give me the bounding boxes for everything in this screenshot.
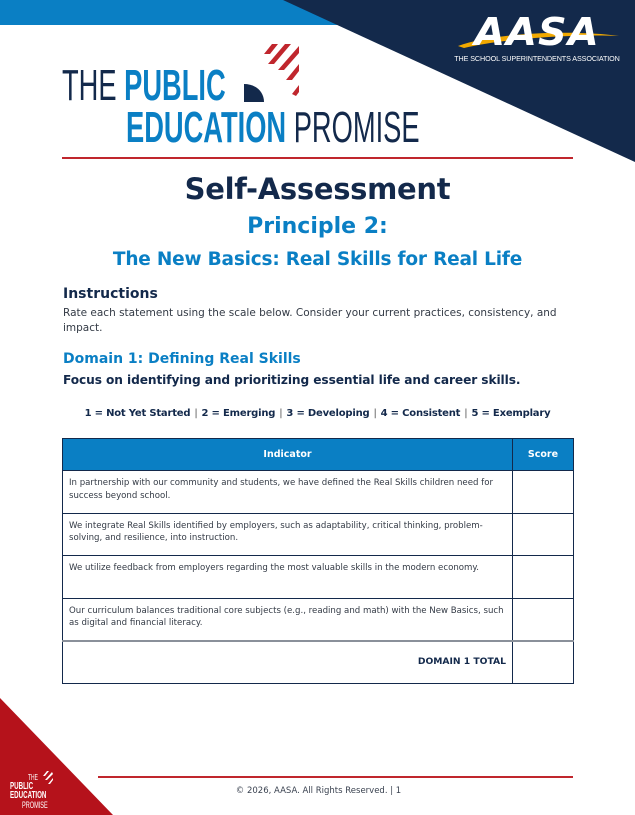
scale-separator: | [373, 408, 377, 419]
table-row [63, 598, 574, 641]
scale-item-5: 5 = Exemplary [471, 408, 551, 419]
flag-shield-icon [242, 40, 304, 106]
indicator-cell: In partnership with our community and students, we have defined the Real Skills children need for success beyond school. [63, 471, 513, 514]
indicator-cell: Our curriculum balances traditional core subjects (e.g., reading and math) with the New Basics, such as digital and financial literacy. [63, 598, 513, 641]
scale-item-2: 2 = Emerging [201, 408, 276, 419]
public-education-promise-logo [62, 40, 462, 150]
score-cell[interactable] [513, 556, 574, 599]
score-cell[interactable] [513, 598, 574, 641]
scale-item-3: 3 = Developing [286, 408, 370, 419]
assessment-table [62, 438, 574, 684]
logo-education: EDUCATION [126, 103, 287, 152]
mini-flag-icon [40, 771, 54, 787]
header-divider [62, 157, 573, 159]
page-title: Self-Assessment [184, 172, 451, 206]
instructions-heading: Instructions [63, 286, 158, 302]
logo-public: PUBLIC [124, 61, 226, 110]
indicator-cell: We integrate Real Skills identified by employers, such as adaptability, critical thinking, problem-solving, and resilience, into instruction. [63, 513, 513, 556]
logo-promise: PROMISE [286, 103, 420, 152]
mini-logo-public: PUBLIC [10, 781, 34, 792]
domain-heading: Domain 1: Defining Real Skills [63, 351, 301, 367]
domain-focus: Focus on identifying and prioritizing essential life and career skills. [63, 373, 521, 387]
aasa-logo [452, 12, 622, 68]
principle-subtitle: The New Basics: Real Skills for Real Life [112, 249, 523, 270]
mini-logo-the: THE [28, 773, 38, 782]
aasa-tagline: THE SCHOOL SUPERINTENDENTS ASSOCIATION [454, 54, 620, 63]
footer-divider [98, 776, 573, 778]
instructions-text: Rate each statement using the scale below. Consider your current practices, consistency, and impact. [63, 307, 557, 334]
mini-logo-education: EDUCATION [10, 790, 47, 801]
mini-program-logo [6, 773, 56, 813]
footer-copyright: © 2026, AASA. All Rights Reserved. | 1 [235, 786, 402, 796]
indicator-cell: We utilize feedback from employers regarding the most valuable skills in the modern economy. [63, 556, 513, 599]
table-row [63, 556, 574, 599]
table-total-row [63, 641, 574, 684]
domain-total-label: DOMAIN 1 TOTAL [63, 641, 513, 684]
score-cell[interactable] [513, 513, 574, 556]
table-row [63, 471, 574, 514]
scale-separator: | [279, 408, 283, 419]
scale-item-1: 1 = Not Yet Started [84, 408, 191, 419]
logo-line-2 [126, 103, 420, 152]
column-header-score: Score [513, 439, 574, 471]
column-header-indicator: Indicator [63, 439, 513, 471]
logo-line-1 [62, 61, 226, 110]
scale-separator: | [194, 408, 198, 419]
principle-heading: Principle 2: [247, 214, 388, 239]
logo-the: THE [62, 61, 125, 110]
aasa-wordmark: AASA [474, 10, 600, 54]
table-row [63, 513, 574, 556]
scale-item-4: 4 = Consistent [380, 408, 461, 419]
scale-separator: | [464, 408, 468, 419]
domain-total-score-cell[interactable] [513, 641, 574, 684]
score-cell[interactable] [513, 471, 574, 514]
rating-scale [0, 408, 635, 419]
table-header-row [63, 439, 574, 471]
mini-logo-promise: PROMISE [22, 800, 48, 810]
